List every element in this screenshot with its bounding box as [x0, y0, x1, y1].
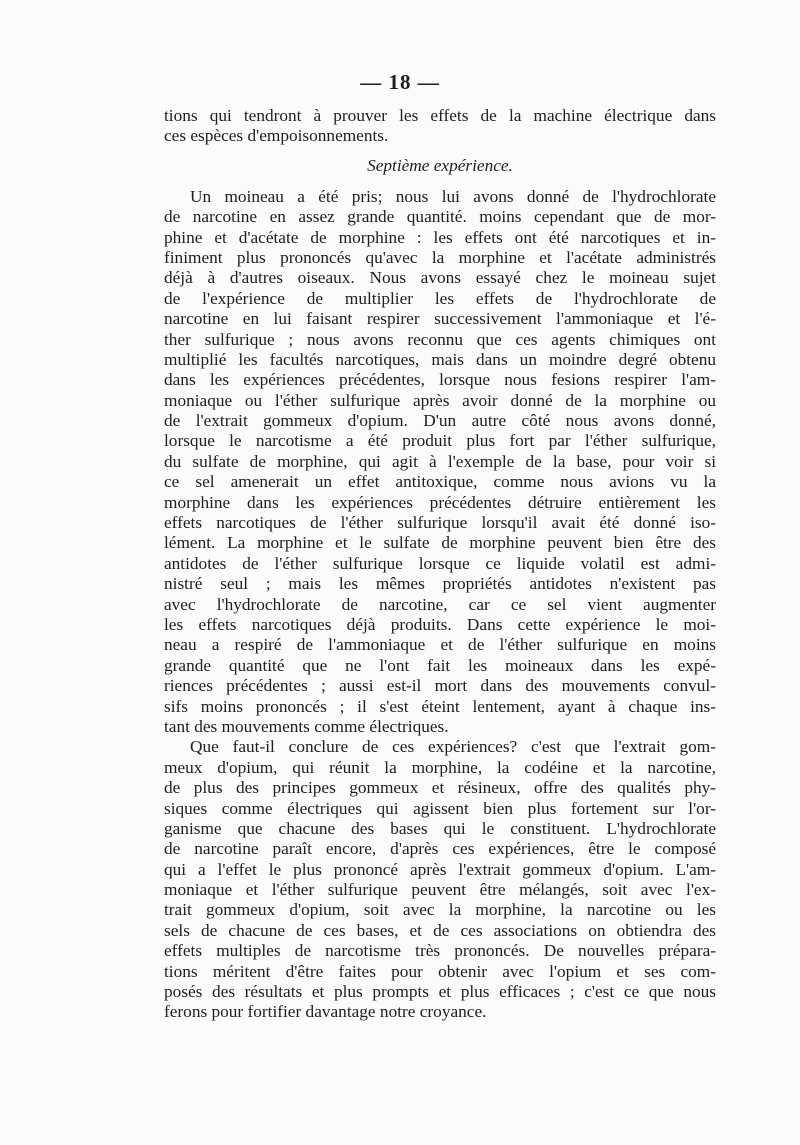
- text-line: morphine dans les expériences précédentes détruire entièrement les: [164, 492, 716, 512]
- text-line: narcotine en lui faisant respirer successivement l'ammoniaque et l'é-: [164, 309, 716, 329]
- text-line: ce sel amenerait un effet antitoxique, comme nous avions vu la: [164, 472, 716, 492]
- text-line: ferons pour fortifier davantage notre croyance.: [164, 1002, 487, 1022]
- text-line: trait gommeux d'opium, soit avec la morphine, la narcotine ou les: [164, 900, 716, 920]
- text-line: Un moineau a été pris; nous lui avons donné de l'hydrochlorate: [190, 186, 716, 206]
- text-line: moniaque et l'éther sulfurique peuvent être mélangés, soit avec l'ex-: [164, 880, 716, 900]
- text-line: ther sulfurique ; nous avons reconnu que ces agents chimiques ont: [164, 329, 716, 349]
- text-line: tions qui tendront à prouver les effets de la machine électrique dans: [164, 106, 716, 125]
- section-heading: Septième expérience.: [367, 155, 513, 175]
- body-text: [164, 106, 716, 1023]
- text-line: tions méritent d'être faites pour obtenir avec l'opium et ses com-: [164, 961, 716, 981]
- text-line: de l'expérience de multiplier les effets de l'hydrochlorate de: [164, 288, 716, 308]
- text-line: dans les expériences précédentes, lorsque nous fesions respirer l'am-: [164, 370, 716, 390]
- paragraph-2: [164, 187, 716, 738]
- text-line: effets multiples de narcotisme très prononcés. De nouvelles prépara-: [164, 941, 716, 961]
- text-line: de l'extrait gommeux d'opium. D'un autre côté nous avons donné,: [164, 411, 716, 431]
- text-line: finiment plus prononcés qu'avec la morphine et l'acétate administrés: [164, 247, 716, 267]
- text-line: nistré seul ; mais les mêmes propriétés antidotes n'existent pas: [164, 574, 716, 594]
- text-line: avec l'hydrochlorate de narcotine, car ce sel vient augmenter: [164, 594, 716, 614]
- text-line: lément. La morphine et le sulfate de morphine peuvent bien être des: [164, 533, 716, 553]
- text-line: neau a respiré de l'ammoniaque et de l'éther sulfurique en moins: [164, 635, 716, 655]
- text-line: qui a l'effet le plus prononcé après l'extrait gommeux d'opium. L'am-: [164, 859, 716, 879]
- text-line: antidotes de l'éther sulfurique lorsque ce liquide volatil est admi-: [164, 553, 716, 573]
- text-line: moniaque ou l'éther sulfurique après avoir donné de la morphine ou: [164, 390, 716, 410]
- text-line: phine et d'acétate de morphine : les effets ont été narcotiques et in-: [164, 227, 716, 247]
- text-line: déjà à d'autres oiseaux. Nous avons essayé chez le moineau sujet: [164, 268, 716, 288]
- paragraph-3: [164, 737, 716, 1022]
- text-line: lorsque le narcotisme a été produit plus fort par l'éther sulfurique,: [164, 431, 716, 451]
- text-line: siques comme électriques qui agissent bien plus fortement sur l'or-: [164, 798, 716, 818]
- text-line: de narcotine en assez grande quantité. moins cependant que de mor-: [164, 207, 716, 227]
- text-line: riences précédentes ; aussi est-il mort dans des mouvements convul-: [164, 676, 716, 696]
- text-line: tant des mouvements comme électriques.: [164, 716, 449, 736]
- text-line: sels de chacune de ces bases, et de ces associations on obtiendra des: [164, 920, 716, 940]
- text-line: Que faut-il conclure de ces expériences? c'est que l'extrait gom-: [190, 737, 716, 757]
- page-number: — 18 —: [360, 70, 440, 94]
- text-line: posés des résultats et plus prompts et plus efficaces ; c'est ce que nous: [164, 982, 716, 1002]
- text-line: ganisme que chacune des bases qui le constituent. L'hydrochlorate: [164, 818, 716, 838]
- text-line: sifs moins prononcés ; il s'est éteint lentement, ayant à chaque ins-: [164, 696, 716, 716]
- text-line: de plus des principes gommeux et résineux, offre des qualités phy-: [164, 778, 716, 798]
- text-line: meux d'opium, qui réunit la morphine, la codéine et la narcotine,: [164, 757, 716, 777]
- text-line: du sulfate de morphine, qui agit à l'exemple de la base, pour voir si: [164, 451, 716, 471]
- paragraph-1: [164, 106, 716, 147]
- text-line: les effets narcotiques déjà produits. Dans cette expérience le moi-: [164, 614, 716, 634]
- text-line: grande quantité que ne l'ont fait les moineaux dans les expé-: [164, 655, 716, 675]
- text-line: ces espèces d'empoisonnements.: [164, 126, 389, 146]
- text-line: effets narcotiques de l'éther sulfurique lorsqu'il avait été donné iso-: [164, 513, 716, 533]
- text-line: multiplié les facultés narcotiques, mais dans un moindre degré obtenu: [164, 349, 716, 369]
- text-line: de narcotine paraît encore, d'après ces expériences, être le composé: [164, 839, 716, 859]
